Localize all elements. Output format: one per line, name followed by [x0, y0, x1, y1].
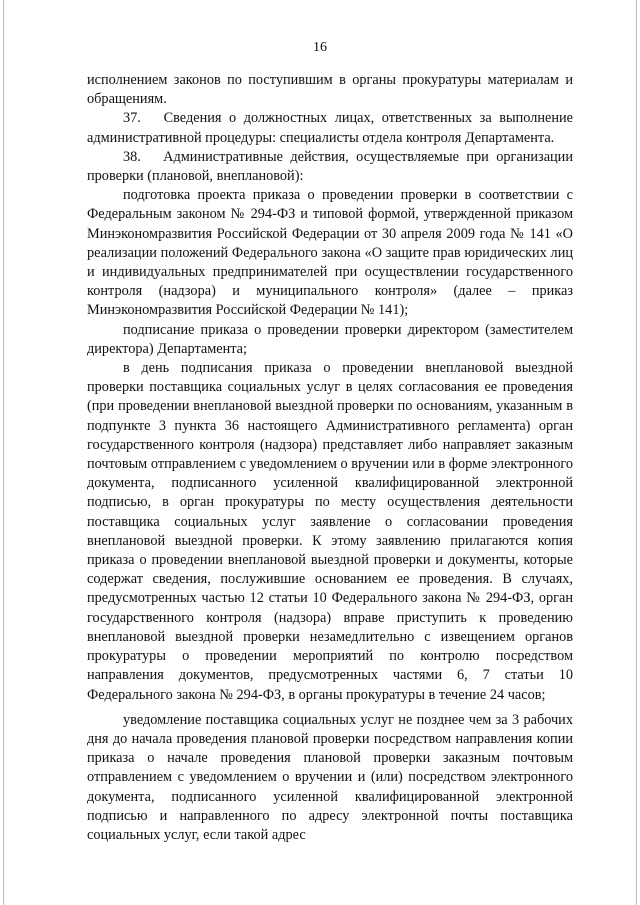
paragraph-order-signing: подписание приказа о проведении проверки директором (заместителем директора) Департамента; — [87, 321, 573, 357]
body-text — [87, 71, 573, 845]
page-number: 16 — [313, 40, 327, 55]
paragraph-prosecutor-approval: в день подписания приказа о проведении внеплановой выездной проверки поставщика социальных услуг в целях согласования ее проведения (при проведении внеплановой выездной проверки по основаниям, указанным в подпункте 3 пункта 36 настоящего Административного регламента) орган государственного контроля (надзора) представляет либо направляет заказным почтовым отправлением с уведомлением о вручении или в форме электронного документа, подписанного усиленной квалифицированной электронной подписью, в орган прокуратуры по месту осуществления деятельности поставщика социальных услуг заявление о согласовании проведения внеплановой выездной проверки. К этому заявлению прилагаются копия приказа о проведении внеплановой выездной проверки и документы, которые содержат сведения, послужившие основанием ее проведения. В случаях, предусмотренных частью 12 статьи 10 Федерального закона № 294-ФЗ, орган государственного контроля (надзора) вправе приступить к проведению внеплановой выездной проверки незамедлительно с извещением органов прокуратуры о проведении мероприятий по контролю посредством направления документов, предусмотренных частями 6, 7 статьи 10 Федерального закона № 294-ФЗ, в органы прокуратуры в течение 24 часов; — [87, 360, 573, 703]
paragraph-38: 38. Административные действия, осуществляемые при организации проверки (плановой, внеплановой): — [87, 148, 573, 185]
paragraph-continuation: исполнением законов по поступившим в органы прокуратуры материалам и обращениям. — [87, 72, 573, 108]
paragraph-37: 37. Сведения о должностных лицах, ответственных за выполнение административной процедуры: специалисты отдела контроля Департамента. — [87, 110, 573, 146]
paragraph-order-draft: подготовка проекта приказа о проведении проверки в соответствии с Федеральным законом № 294-ФЗ и типовой формой, утвержденной приказом Минэкономразвития Российской Федерации от 30 апреля 2009 года № 141 «О реализации положений Федерального закона «О защите прав юридических лиц и индивидуальных предпринимателей при осуществлении государственного контроля (надзора) и муниципального контроля» (далее – приказ Минэкономразвития Российской Федерации № 141); — [87, 187, 573, 319]
scan-edge-left — [3, 0, 4, 905]
paragraph-provider-notification: уведомление поставщика социальных услуг не позднее чем за 3 рабочих дня до начала проведения плановой проверки посредством направления копии приказа о начале проведения плановой проверки заказным почтовым отправлением с уведомлением о вручении и (или) посредством электронного документа, подписанного усиленной квалифицированной электронной подписью и направленного по адресу электронной почты поставщика социальных услуг, если такой адрес — [87, 711, 573, 843]
scan-edge-right — [636, 0, 637, 905]
